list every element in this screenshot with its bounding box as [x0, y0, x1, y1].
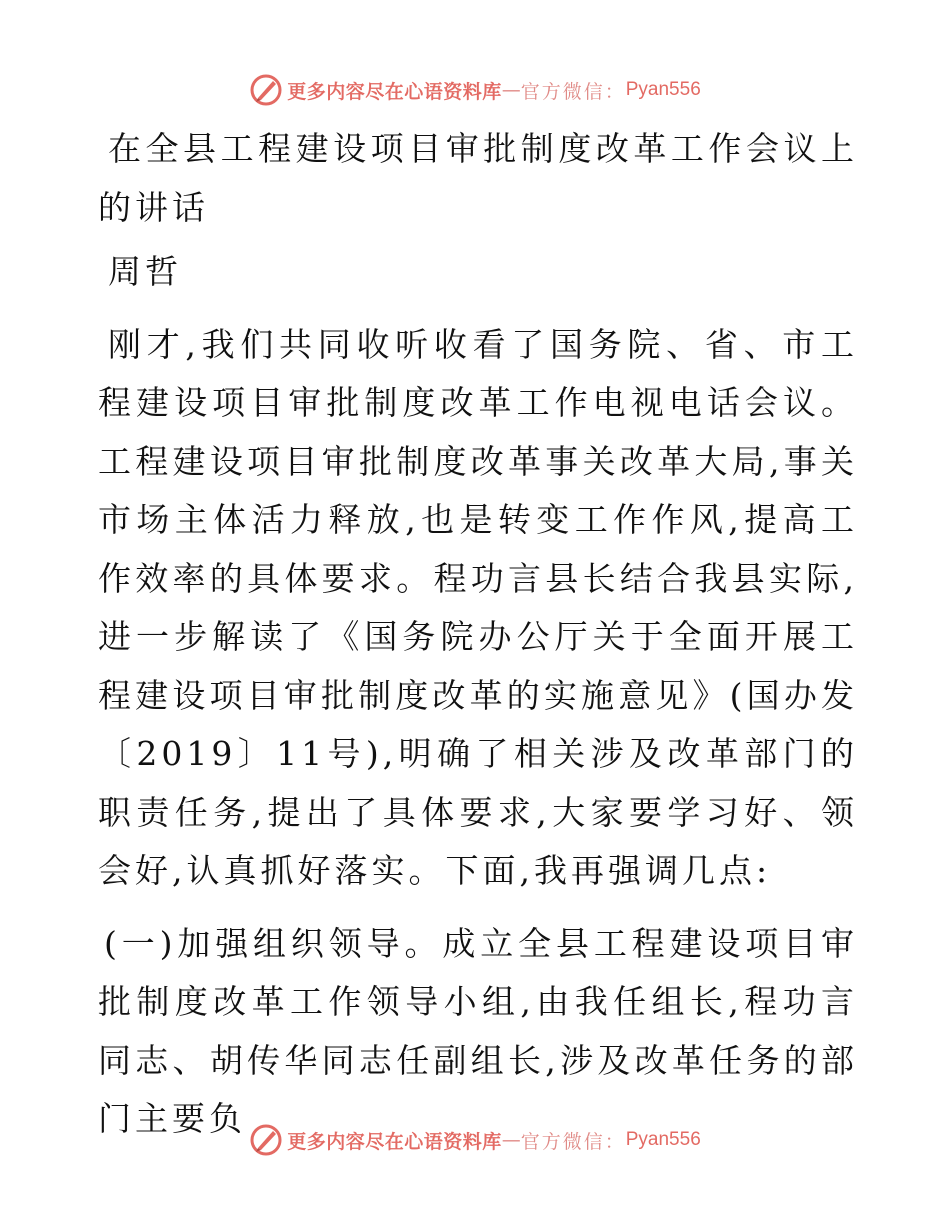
document-paragraph: 刚才,我们共同收听收看了国务院、省、市工程建设项目审批制度改革工作电视电话会议。工程建设项目审批制度改革事关改革大局,事关市场主体活力释放,也是转变工作作风,提高工作效率的具体要求。程功言县长结合我县实际,进一步解读了《国务院办公厅关于全面开展工程建设项目审批制度改革的实施意见》(国办发〔2019〕11号),明确了相关涉及改革部门的职责任务,提出了具体要求,大家要学习好、领会好,认真抓好落实。下面,我再强调几点: [98, 324, 858, 890]
watermark-separator: — [501, 1129, 521, 1151]
watermark-wechat-id: Pyan556 [625, 1129, 701, 1150]
quill-pen-logo-icon [249, 73, 283, 107]
document-title: 在全县工程建设项目审批制度改革工作会议上的讲话 [98, 129, 858, 227]
quill-pen-logo-icon [249, 1123, 283, 1157]
footer-watermark [0, 1120, 950, 1160]
document-author: 周哲 [108, 252, 182, 291]
header-watermark [0, 70, 950, 110]
watermark-wechat-id: Pyan556 [625, 79, 701, 100]
document-paragraph: (一)加强组织领导。成立全县工程建设项目审批制度改革工作领导小组,由我任组长,程功言同志、胡传华同志任副组长,涉及改革任务的部门主要负 [98, 923, 858, 1138]
document-body [98, 120, 858, 1149]
watermark-separator: — [501, 79, 521, 101]
watermark-brand: 更多内容尽在心语资料库 [287, 1130, 502, 1153]
watermark-official: 官方微信： [520, 1130, 626, 1153]
watermark-official: 官方微信： [520, 80, 626, 103]
watermark-brand: 更多内容尽在心语资料库 [287, 80, 502, 103]
